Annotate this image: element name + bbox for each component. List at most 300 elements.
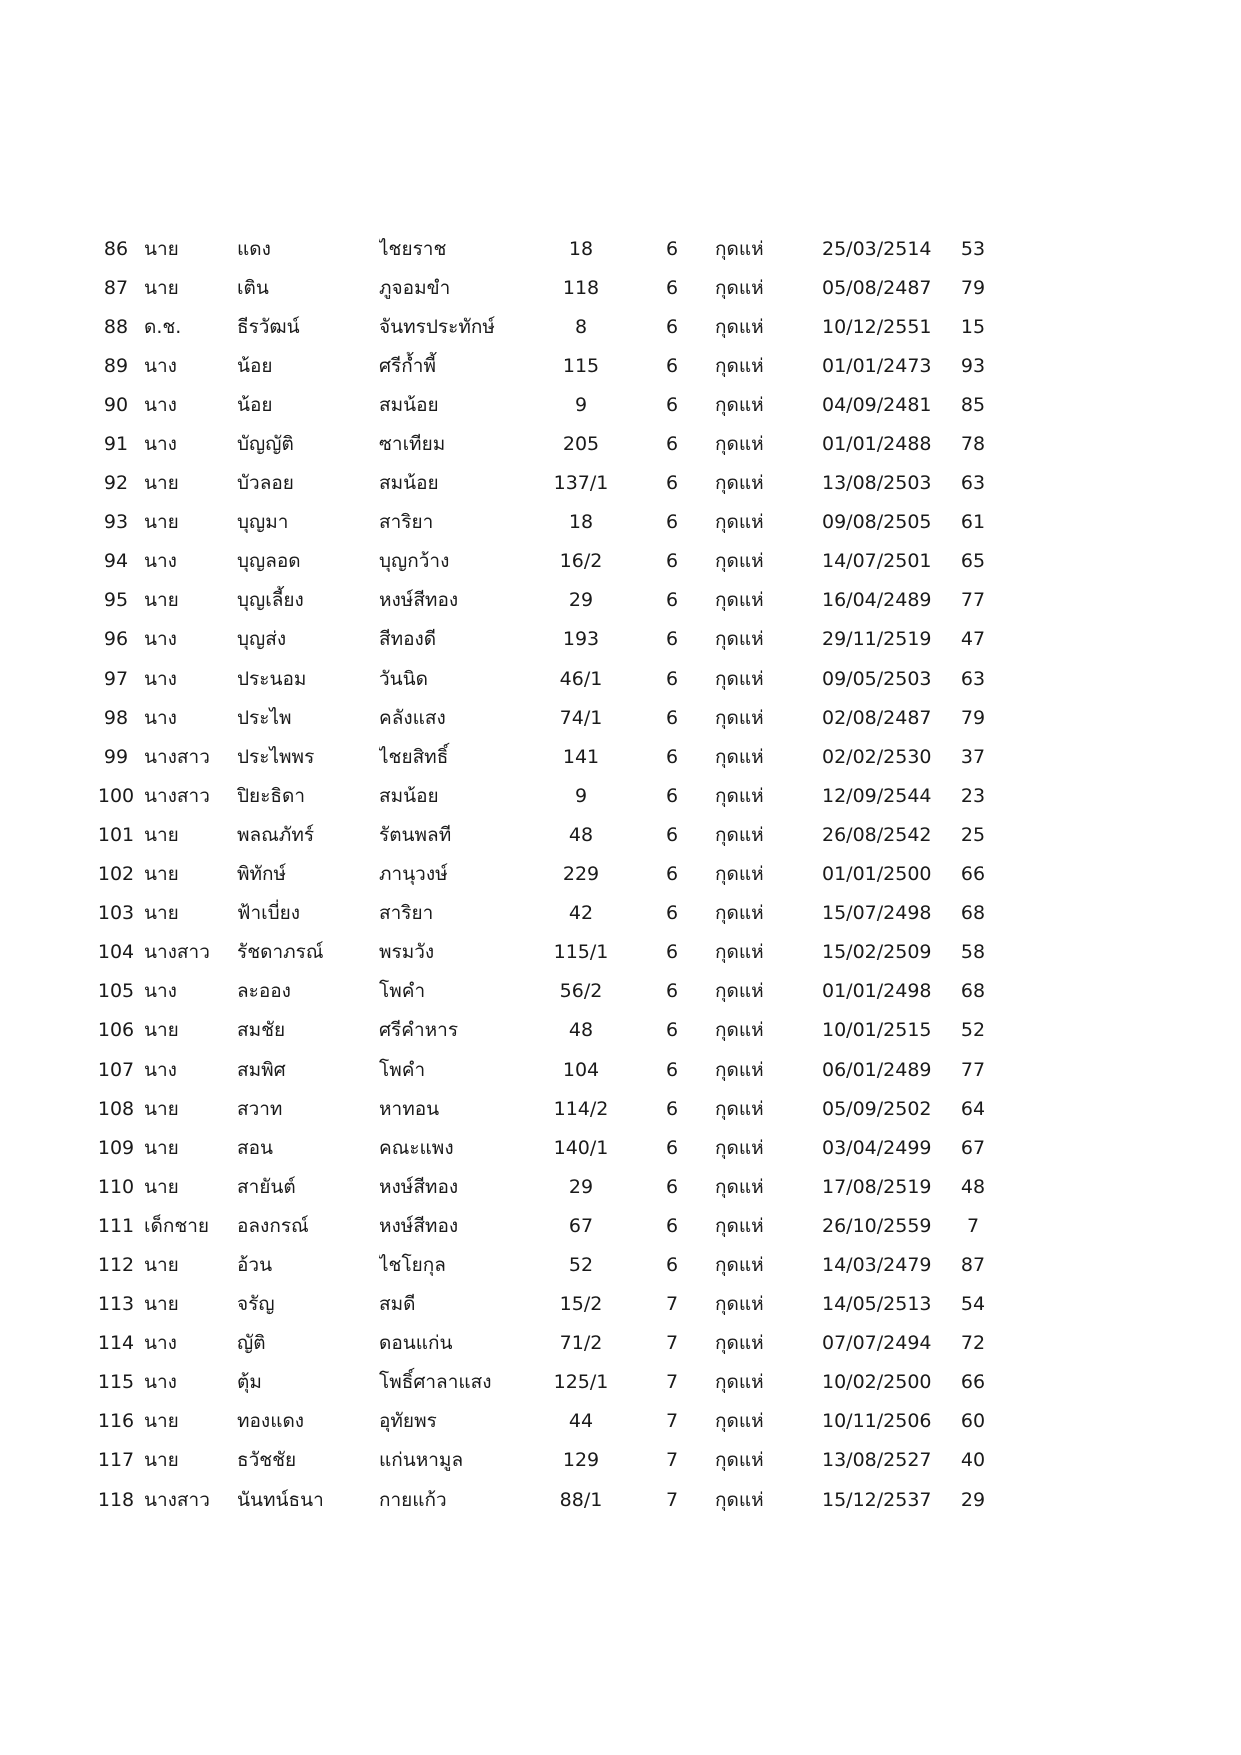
village-moo-cell: 6 xyxy=(665,589,679,612)
house-number-cell: 42 xyxy=(568,902,594,925)
name-title-cell: นาย xyxy=(144,276,179,299)
village-name-cell: กุดแห่ xyxy=(715,1136,764,1159)
row-number-cell: 107 xyxy=(97,1058,135,1081)
name-title-cell: นาง xyxy=(144,1058,177,1081)
last-name-cell: อุทัยพร xyxy=(379,1410,437,1433)
birth-date-cell: 01/01/2488 xyxy=(822,433,932,456)
table-row xyxy=(88,385,996,424)
house-number-cell: 16/2 xyxy=(559,550,603,573)
village-name-cell: กุดแห่ xyxy=(715,667,764,690)
age-cell: 67 xyxy=(960,1136,986,1159)
village-moo-cell: 6 xyxy=(665,863,679,886)
last-name-cell: บุญกว้าง xyxy=(379,550,450,573)
village-moo-cell: 6 xyxy=(665,823,679,846)
village-moo-cell: 6 xyxy=(665,550,679,573)
age-cell: 15 xyxy=(960,315,986,338)
row-number-cell: 105 xyxy=(97,980,135,1003)
age-cell: 47 xyxy=(960,628,986,651)
table-row xyxy=(88,1167,996,1206)
first-name-cell: ธวัชชัย xyxy=(237,1449,297,1472)
age-cell: 40 xyxy=(960,1449,986,1472)
age-cell: 25 xyxy=(960,823,986,846)
village-name-cell: กุดแห่ xyxy=(715,1097,764,1120)
row-number-cell: 98 xyxy=(103,706,129,729)
village-moo-cell: 6 xyxy=(665,941,679,964)
last-name-cell: คณะแพง xyxy=(379,1136,454,1159)
name-title-cell: นาย xyxy=(144,1019,179,1042)
first-name-cell: บุญส่ง xyxy=(237,628,287,651)
last-name-cell: ไชยราช xyxy=(379,237,447,260)
village-name-cell: กุดแห่ xyxy=(715,1293,764,1316)
house-number-cell: 48 xyxy=(568,823,594,846)
village-name-cell: กุดแห่ xyxy=(715,1371,764,1394)
table-row xyxy=(88,1324,996,1363)
birth-date-cell: 06/01/2489 xyxy=(822,1058,932,1081)
row-number-cell: 114 xyxy=(97,1332,135,1355)
village-moo-cell: 6 xyxy=(665,980,679,1003)
first-name-cell: บุญเลี้ยง xyxy=(237,589,304,612)
row-number-cell: 108 xyxy=(97,1097,135,1120)
age-cell: 79 xyxy=(960,276,986,299)
age-cell: 52 xyxy=(960,1019,986,1042)
age-cell: 68 xyxy=(960,902,986,925)
name-title-cell: นาย xyxy=(144,511,179,534)
table-row xyxy=(88,1206,996,1245)
last-name-cell: โพคำ xyxy=(379,980,426,1003)
age-cell: 23 xyxy=(960,784,986,807)
village-moo-cell: 6 xyxy=(665,1253,679,1276)
records-body xyxy=(88,229,996,1519)
row-number-cell: 93 xyxy=(103,511,129,534)
age-cell: 64 xyxy=(960,1097,986,1120)
name-title-cell: นาย xyxy=(144,1175,179,1198)
last-name-cell: โพคำ xyxy=(379,1058,426,1081)
table-row xyxy=(88,1441,996,1480)
first-name-cell: ญัติ xyxy=(237,1332,266,1355)
row-number-cell: 88 xyxy=(103,315,129,338)
age-cell: 93 xyxy=(960,354,986,377)
first-name-cell: น้อย xyxy=(237,393,273,416)
birth-date-cell: 10/01/2515 xyxy=(822,1019,932,1042)
first-name-cell: พลณภัทร์ xyxy=(237,823,315,846)
first-name-cell: พิทักษ์ xyxy=(237,863,287,886)
village-name-cell: กุดแห่ xyxy=(715,1214,764,1237)
row-number-cell: 102 xyxy=(97,863,135,886)
name-title-cell: นาย xyxy=(144,902,179,925)
name-title-cell: นาง xyxy=(144,433,177,456)
row-number-cell: 112 xyxy=(97,1253,135,1276)
village-moo-cell: 6 xyxy=(665,393,679,416)
house-number-cell: 18 xyxy=(568,511,594,534)
name-title-cell: นางสาว xyxy=(144,784,210,807)
house-number-cell: 18 xyxy=(568,237,594,260)
house-number-cell: 193 xyxy=(562,628,600,651)
last-name-cell: หงษ์สีทอง xyxy=(379,1214,459,1237)
row-number-cell: 111 xyxy=(97,1214,135,1237)
house-number-cell: 44 xyxy=(568,1410,594,1433)
first-name-cell: สมชัย xyxy=(237,1019,286,1042)
house-number-cell: 9 xyxy=(574,784,588,807)
village-name-cell: กุดแห่ xyxy=(715,1410,764,1433)
age-cell: 54 xyxy=(960,1293,986,1316)
last-name-cell: ภูจอมขำ xyxy=(379,276,451,299)
name-title-cell: นาง xyxy=(144,980,177,1003)
birth-date-cell: 03/04/2499 xyxy=(822,1136,932,1159)
village-moo-cell: 6 xyxy=(665,1097,679,1120)
last-name-cell: สมน้อย xyxy=(379,784,439,807)
name-title-cell: นาง xyxy=(144,550,177,573)
first-name-cell: สวาท xyxy=(237,1097,283,1120)
birth-date-cell: 14/07/2501 xyxy=(822,550,932,573)
house-number-cell: 88/1 xyxy=(559,1488,603,1511)
village-name-cell: กุดแห่ xyxy=(715,1175,764,1198)
first-name-cell: บัญญัติ xyxy=(237,433,294,456)
first-name-cell: สอน xyxy=(237,1136,273,1159)
village-name-cell: กุดแห่ xyxy=(715,315,764,338)
first-name-cell: แดง xyxy=(237,237,271,260)
name-title-cell: นาย xyxy=(144,1293,179,1316)
last-name-cell: พรมวัง xyxy=(379,941,435,964)
table-row xyxy=(88,424,996,463)
village-name-cell: กุดแห่ xyxy=(715,1019,764,1042)
age-cell: 58 xyxy=(960,941,986,964)
first-name-cell: บัวลอย xyxy=(237,472,294,495)
row-number-cell: 116 xyxy=(97,1410,135,1433)
name-title-cell: นาย xyxy=(144,589,179,612)
birth-date-cell: 16/04/2489 xyxy=(822,589,932,612)
name-title-cell: นาย xyxy=(144,237,179,260)
village-name-cell: กุดแห่ xyxy=(715,433,764,456)
row-number-cell: 106 xyxy=(97,1019,135,1042)
table-row xyxy=(88,1480,996,1519)
village-name-cell: กุดแห่ xyxy=(715,511,764,534)
village-moo-cell: 6 xyxy=(665,902,679,925)
age-cell: 61 xyxy=(960,511,986,534)
last-name-cell: รัตนพลที xyxy=(379,823,452,846)
village-name-cell: กุดแห่ xyxy=(715,1058,764,1081)
records-table xyxy=(88,229,996,1519)
house-number-cell: 115 xyxy=(562,354,600,377)
village-moo-cell: 7 xyxy=(665,1332,679,1355)
name-title-cell: นางสาว xyxy=(144,745,210,768)
table-row xyxy=(88,659,996,698)
table-row xyxy=(88,464,996,503)
birth-date-cell: 07/07/2494 xyxy=(822,1332,932,1355)
row-number-cell: 117 xyxy=(97,1449,135,1472)
table-row xyxy=(88,503,996,542)
birth-date-cell: 26/10/2559 xyxy=(822,1214,932,1237)
name-title-cell: นาง xyxy=(144,1371,177,1394)
row-number-cell: 97 xyxy=(103,667,129,690)
village-moo-cell: 6 xyxy=(665,315,679,338)
name-title-cell: นาย xyxy=(144,472,179,495)
house-number-cell: 137/1 xyxy=(553,472,609,495)
row-number-cell: 110 xyxy=(97,1175,135,1198)
house-number-cell: 48 xyxy=(568,1019,594,1042)
village-name-cell: กุดแห่ xyxy=(715,1332,764,1355)
birth-date-cell: 02/02/2530 xyxy=(822,745,932,768)
first-name-cell: นันทน์ธนา xyxy=(237,1488,324,1511)
table-row xyxy=(88,620,996,659)
name-title-cell: นาย xyxy=(144,823,179,846)
table-row xyxy=(88,229,996,268)
last-name-cell: ศรีก้ำพี้ xyxy=(379,354,436,377)
age-cell: 7 xyxy=(966,1214,980,1237)
village-name-cell: กุดแห่ xyxy=(715,550,764,573)
name-title-cell: ด.ช. xyxy=(144,315,182,338)
age-cell: 72 xyxy=(960,1332,986,1355)
village-name-cell: กุดแห่ xyxy=(715,902,764,925)
house-number-cell: 9 xyxy=(574,393,588,416)
name-title-cell: นาง xyxy=(144,354,177,377)
village-moo-cell: 6 xyxy=(665,354,679,377)
last-name-cell: ศรีคำหาร xyxy=(379,1019,459,1042)
village-name-cell: กุดแห่ xyxy=(715,823,764,846)
house-number-cell: 129 xyxy=(562,1449,600,1472)
first-name-cell: ฟ้าเบี่ยง xyxy=(237,902,301,925)
birth-date-cell: 12/09/2544 xyxy=(822,784,932,807)
age-cell: 77 xyxy=(960,1058,986,1081)
house-number-cell: 114/2 xyxy=(553,1097,609,1120)
last-name-cell: ซาเทียม xyxy=(379,433,446,456)
row-number-cell: 101 xyxy=(97,823,135,846)
birth-date-cell: 01/01/2498 xyxy=(822,980,932,1003)
age-cell: 63 xyxy=(960,667,986,690)
last-name-cell: วันนิด xyxy=(379,667,428,690)
birth-date-cell: 01/01/2473 xyxy=(822,354,932,377)
birth-date-cell: 15/12/2537 xyxy=(822,1488,932,1511)
village-moo-cell: 6 xyxy=(665,706,679,729)
age-cell: 77 xyxy=(960,589,986,612)
row-number-cell: 95 xyxy=(103,589,129,612)
table-row xyxy=(88,581,996,620)
first-name-cell: เติน xyxy=(237,276,269,299)
village-name-cell: กุดแห่ xyxy=(715,589,764,612)
village-moo-cell: 6 xyxy=(665,276,679,299)
age-cell: 85 xyxy=(960,393,986,416)
last-name-cell: คลังแสง xyxy=(379,706,446,729)
table-row xyxy=(88,776,996,815)
last-name-cell: หงษ์สีทอง xyxy=(379,1175,459,1198)
birth-date-cell: 26/08/2542 xyxy=(822,823,932,846)
birth-date-cell: 09/08/2505 xyxy=(822,511,932,534)
village-name-cell: กุดแห่ xyxy=(715,706,764,729)
name-title-cell: นาง xyxy=(144,628,177,651)
age-cell: 65 xyxy=(960,550,986,573)
name-title-cell: นาย xyxy=(144,863,179,886)
village-name-cell: กุดแห่ xyxy=(715,237,764,260)
table-row xyxy=(88,737,996,776)
village-moo-cell: 6 xyxy=(665,784,679,807)
house-number-cell: 71/2 xyxy=(559,1332,603,1355)
name-title-cell: นาย xyxy=(144,1410,179,1433)
village-moo-cell: 6 xyxy=(665,1136,679,1159)
first-name-cell: ประนอม xyxy=(237,667,307,690)
house-number-cell: 205 xyxy=(562,433,600,456)
birth-date-cell: 05/08/2487 xyxy=(822,276,932,299)
village-moo-cell: 7 xyxy=(665,1488,679,1511)
row-number-cell: 87 xyxy=(103,276,129,299)
table-row xyxy=(88,1285,996,1324)
birth-date-cell: 13/08/2527 xyxy=(822,1449,932,1472)
last-name-cell: สมน้อย xyxy=(379,472,439,495)
first-name-cell: อลงกรณ์ xyxy=(237,1214,309,1237)
first-name-cell: สายันต์ xyxy=(237,1175,296,1198)
row-number-cell: 104 xyxy=(97,941,135,964)
birth-date-cell: 17/08/2519 xyxy=(822,1175,932,1198)
table-row xyxy=(88,1245,996,1284)
village-moo-cell: 7 xyxy=(665,1410,679,1433)
last-name-cell: หงษ์สีทอง xyxy=(379,589,459,612)
first-name-cell: น้อย xyxy=(237,354,273,377)
row-number-cell: 118 xyxy=(97,1488,135,1511)
age-cell: 60 xyxy=(960,1410,986,1433)
first-name-cell: ปิยะธิดา xyxy=(237,784,306,807)
row-number-cell: 113 xyxy=(97,1293,135,1316)
last-name-cell: สาริยา xyxy=(379,511,434,534)
house-number-cell: 15/2 xyxy=(559,1293,603,1316)
birth-date-cell: 10/02/2500 xyxy=(822,1371,932,1394)
house-number-cell: 29 xyxy=(568,1175,594,1198)
name-title-cell: นาง xyxy=(144,667,177,690)
house-number-cell: 67 xyxy=(568,1214,594,1237)
last-name-cell: ไชยสิทธิ์ xyxy=(379,745,449,768)
name-title-cell: นาย xyxy=(144,1097,179,1120)
village-moo-cell: 6 xyxy=(665,472,679,495)
village-name-cell: กุดแห่ xyxy=(715,276,764,299)
house-number-cell: 140/1 xyxy=(553,1136,609,1159)
village-moo-cell: 6 xyxy=(665,1175,679,1198)
village-moo-cell: 6 xyxy=(665,511,679,534)
first-name-cell: ตุ้ม xyxy=(237,1371,262,1394)
first-name-cell: ละออง xyxy=(237,980,291,1003)
village-name-cell: กุดแห่ xyxy=(715,628,764,651)
birth-date-cell: 09/05/2503 xyxy=(822,667,932,690)
row-number-cell: 99 xyxy=(103,745,129,768)
village-moo-cell: 6 xyxy=(665,1214,679,1237)
age-cell: 29 xyxy=(960,1488,986,1511)
row-number-cell: 109 xyxy=(97,1136,135,1159)
village-name-cell: กุดแห่ xyxy=(715,1488,764,1511)
first-name-cell: ประไพ xyxy=(237,706,292,729)
house-number-cell: 8 xyxy=(574,315,588,338)
last-name-cell: สมดี xyxy=(379,1293,416,1316)
house-number-cell: 46/1 xyxy=(559,667,603,690)
row-number-cell: 103 xyxy=(97,902,135,925)
first-name-cell: ทองแดง xyxy=(237,1410,305,1433)
birth-date-cell: 04/09/2481 xyxy=(822,393,932,416)
last-name-cell: จันทรประทักษ์ xyxy=(379,315,495,338)
row-number-cell: 89 xyxy=(103,354,129,377)
house-number-cell: 115/1 xyxy=(553,941,609,964)
first-name-cell: อ้วน xyxy=(237,1253,273,1276)
first-name-cell: รัชดาภรณ์ xyxy=(237,941,324,964)
name-title-cell: นางสาว xyxy=(144,1488,210,1511)
first-name-cell: จรัญ xyxy=(237,1293,275,1316)
table-row xyxy=(88,1402,996,1441)
row-number-cell: 100 xyxy=(97,784,135,807)
last-name-cell: แก่นหามูล xyxy=(379,1449,464,1472)
birth-date-cell: 14/05/2513 xyxy=(822,1293,932,1316)
table-row xyxy=(88,268,996,307)
row-number-cell: 86 xyxy=(103,237,129,260)
row-number-cell: 94 xyxy=(103,550,129,573)
birth-date-cell: 10/11/2506 xyxy=(822,1410,932,1433)
house-number-cell: 229 xyxy=(562,863,600,886)
name-title-cell: นาย xyxy=(144,1253,179,1276)
house-number-cell: 29 xyxy=(568,589,594,612)
house-number-cell: 125/1 xyxy=(553,1371,609,1394)
village-moo-cell: 6 xyxy=(665,237,679,260)
last-name-cell: โพธิ์ศาลาแสง xyxy=(379,1371,492,1394)
age-cell: 66 xyxy=(960,1371,986,1394)
first-name-cell: สมพิศ xyxy=(237,1058,286,1081)
first-name-cell: บุญมา xyxy=(237,511,289,534)
birth-date-cell: 15/02/2509 xyxy=(822,941,932,964)
name-title-cell: นาง xyxy=(144,1332,177,1355)
name-title-cell: นาย xyxy=(144,1136,179,1159)
age-cell: 68 xyxy=(960,980,986,1003)
birth-date-cell: 14/03/2479 xyxy=(822,1253,932,1276)
age-cell: 63 xyxy=(960,472,986,495)
age-cell: 78 xyxy=(960,433,986,456)
table-row xyxy=(88,855,996,894)
table-row xyxy=(88,1050,996,1089)
table-row xyxy=(88,307,996,346)
last-name-cell: สาริยา xyxy=(379,902,434,925)
village-moo-cell: 6 xyxy=(665,667,679,690)
village-name-cell: กุดแห่ xyxy=(715,354,764,377)
village-moo-cell: 6 xyxy=(665,1019,679,1042)
house-number-cell: 74/1 xyxy=(559,706,603,729)
house-number-cell: 52 xyxy=(568,1253,594,1276)
table-row xyxy=(88,698,996,737)
table-row xyxy=(88,815,996,854)
birth-date-cell: 10/12/2551 xyxy=(822,315,932,338)
village-moo-cell: 6 xyxy=(665,1058,679,1081)
last-name-cell: ภานุวงษ์ xyxy=(379,863,448,886)
village-name-cell: กุดแห่ xyxy=(715,980,764,1003)
last-name-cell: กายแก้ว xyxy=(379,1488,447,1511)
birth-date-cell: 15/07/2498 xyxy=(822,902,932,925)
table-row xyxy=(88,933,996,972)
age-cell: 66 xyxy=(960,863,986,886)
village-name-cell: กุดแห่ xyxy=(715,472,764,495)
village-name-cell: กุดแห่ xyxy=(715,863,764,886)
village-name-cell: กุดแห่ xyxy=(715,393,764,416)
table-row xyxy=(88,1089,996,1128)
birth-date-cell: 29/11/2519 xyxy=(822,628,932,651)
name-title-cell: นาง xyxy=(144,706,177,729)
village-moo-cell: 7 xyxy=(665,1293,679,1316)
row-number-cell: 115 xyxy=(97,1371,135,1394)
name-title-cell: นาย xyxy=(144,1449,179,1472)
table-row xyxy=(88,1011,996,1050)
house-number-cell: 56/2 xyxy=(559,980,603,1003)
village-name-cell: กุดแห่ xyxy=(715,1253,764,1276)
table-row xyxy=(88,972,996,1011)
table-row xyxy=(88,1363,996,1402)
name-title-cell: นางสาว xyxy=(144,941,210,964)
birth-date-cell: 01/01/2500 xyxy=(822,863,932,886)
birth-date-cell: 13/08/2503 xyxy=(822,472,932,495)
village-moo-cell: 6 xyxy=(665,745,679,768)
row-number-cell: 92 xyxy=(103,472,129,495)
row-number-cell: 96 xyxy=(103,628,129,651)
first-name-cell: บุญลอด xyxy=(237,550,301,573)
village-moo-cell: 7 xyxy=(665,1449,679,1472)
birth-date-cell: 05/09/2502 xyxy=(822,1097,932,1120)
